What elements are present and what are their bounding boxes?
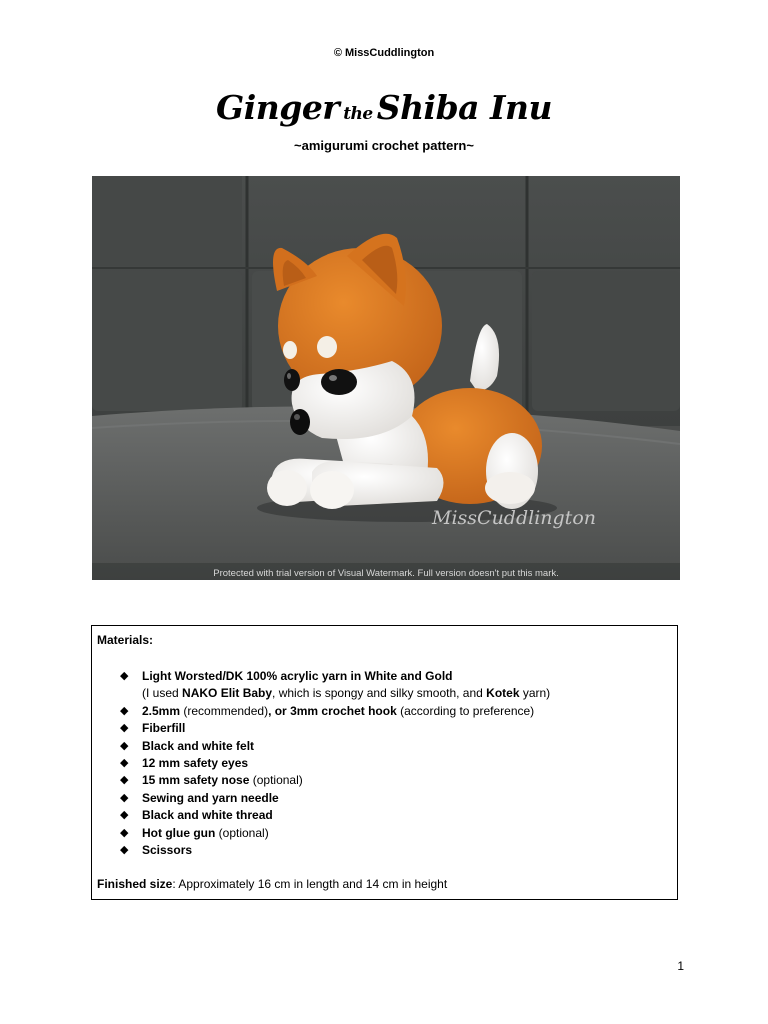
watermark-notice: Protected with trial version of Visual Watermark. Full version doesn't put this mark. <box>213 568 559 579</box>
list-item: ◆ Scissors <box>120 842 550 859</box>
list-item: ◆ 15 mm safety nose (optional) <box>120 772 550 789</box>
pattern-title <box>0 88 768 134</box>
list-item: ◆ Black and white thread <box>120 807 550 824</box>
materials-list <box>120 668 550 859</box>
list-item: ◆ Fiberfill <box>120 720 550 737</box>
diamond-bullet-icon: ◆ <box>120 739 129 752</box>
list-item: ◆ 2.5mm (recommended), or 3mm crochet hook (according to preference) <box>120 703 550 720</box>
diamond-bullet-icon: ◆ <box>120 809 129 822</box>
list-item: ◆ Black and white felt <box>120 738 550 755</box>
diamond-bullet-icon: ◆ <box>120 670 129 682</box>
diamond-bullet-icon: ◆ <box>120 826 129 839</box>
list-item: ◆ Hot glue gun (optional) <box>120 825 550 842</box>
page-number: 1 <box>677 959 684 973</box>
list-item: ◆ 12 mm safety eyes <box>120 755 550 772</box>
list-item: (I used NAKO Elit Baby, which is spongy and silky smooth, and Kotek yarn) <box>142 686 551 701</box>
list-item: ◆ Light Worsted/DK 100% acrylic yarn in White and Gold <box>120 668 550 685</box>
list-item: ◆ Sewing and yarn needle <box>120 790 550 807</box>
diamond-bullet-icon: ◆ <box>120 722 129 735</box>
diamond-bullet-icon: ◆ <box>120 844 129 857</box>
diamond-bullet-icon: ◆ <box>120 774 129 787</box>
materials-box <box>91 625 678 900</box>
title-the: the <box>343 104 373 124</box>
finished-size-label: Finished size <box>97 877 173 891</box>
diamond-bullet-icon: ◆ <box>120 791 129 804</box>
finished-size <box>97 877 447 891</box>
amigurumi-photo <box>92 176 680 580</box>
title-ginger: Ginger <box>216 88 340 127</box>
finished-size-text: : Approximately 16 cm in length and 14 cm in height <box>172 877 448 891</box>
watermark-name: MissCuddlington <box>432 507 596 529</box>
pattern-subtitle: ~amigurumi crochet pattern~ <box>294 138 474 153</box>
diamond-bullet-icon: ◆ <box>120 704 129 717</box>
copyright-line: © MissCuddlington <box>333 47 435 59</box>
diamond-bullet-icon: ◆ <box>120 757 129 770</box>
materials-heading: Materials: <box>97 633 154 647</box>
title-shiba-inu: Shiba Inu <box>376 88 552 127</box>
